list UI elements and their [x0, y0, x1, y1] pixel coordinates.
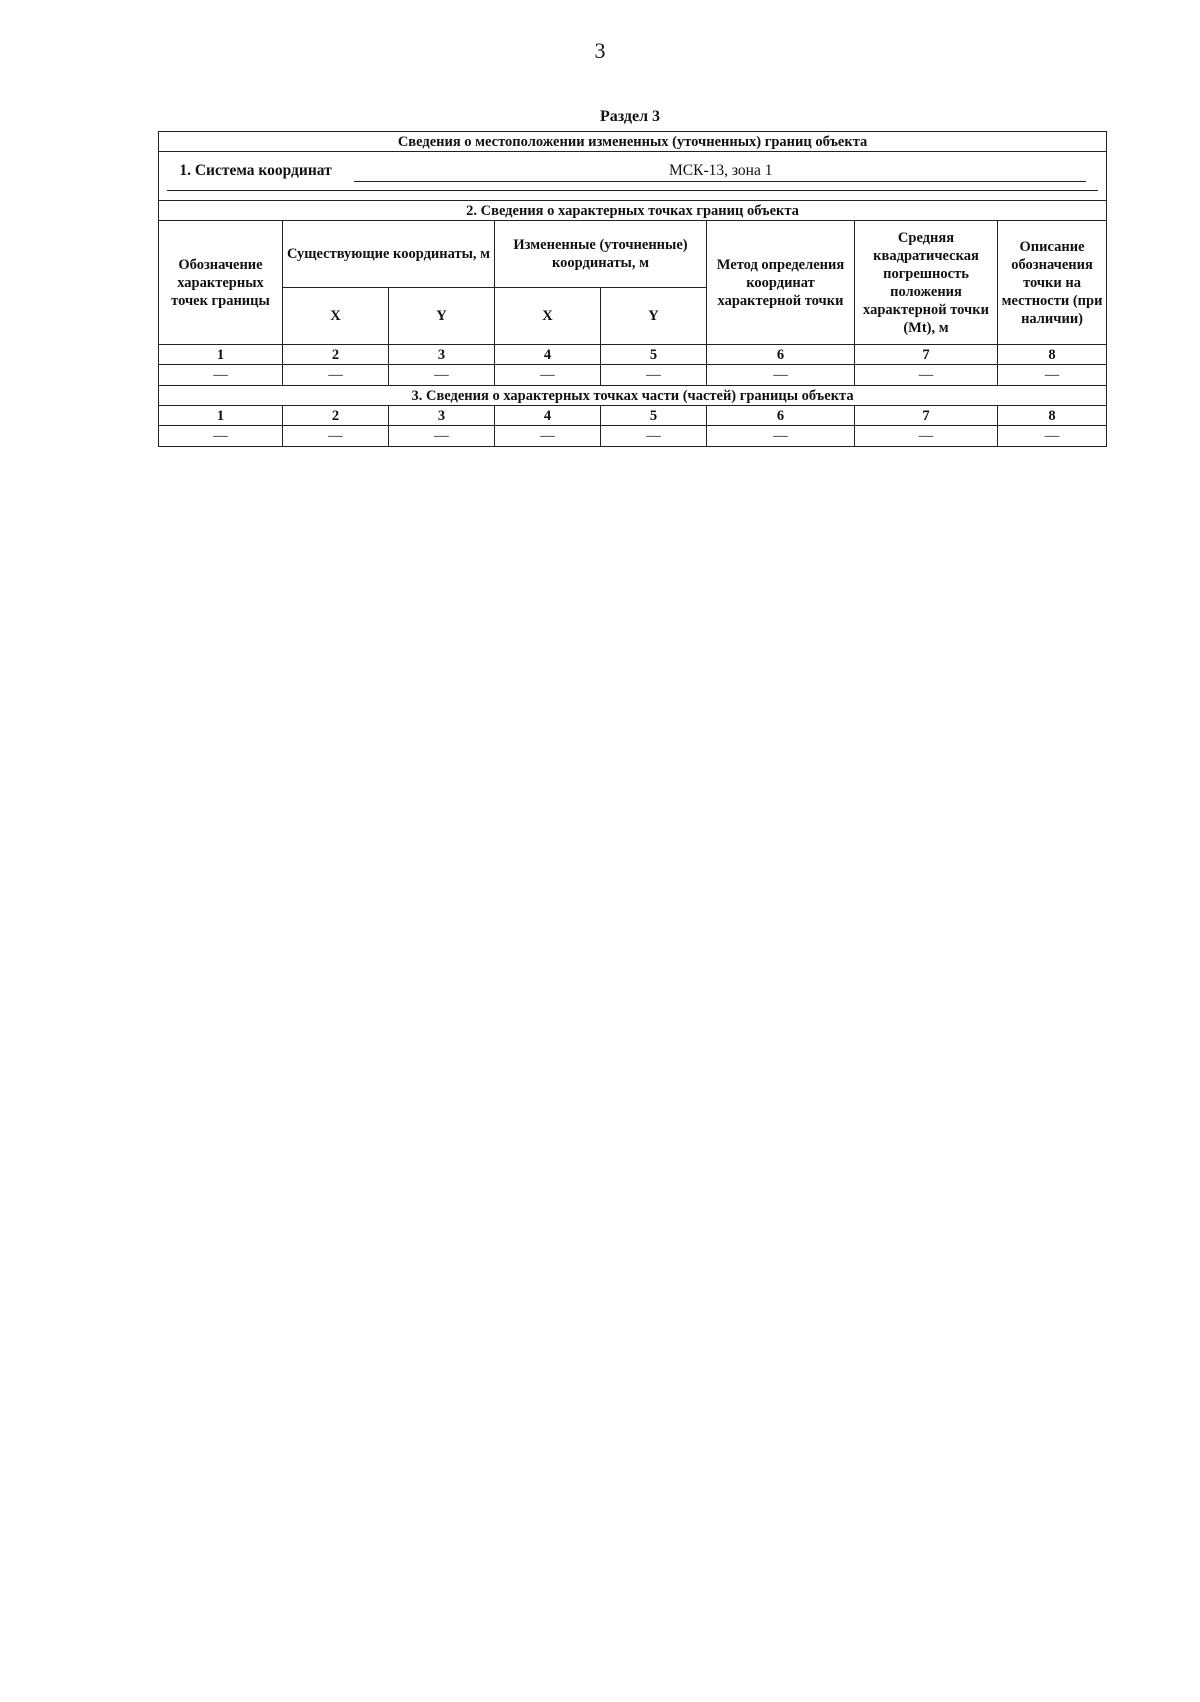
- table-cell: —: [855, 426, 998, 447]
- header-description: Описание обозначения точки на местности (при наличии): [998, 221, 1107, 345]
- parts-column-numbers-row: [159, 406, 1107, 426]
- table-cell: —: [998, 426, 1107, 447]
- table-cell: —: [707, 426, 855, 447]
- table-row: [159, 426, 1107, 447]
- page-number: 3: [594, 38, 606, 63]
- table-cell: —: [495, 426, 601, 447]
- header-designation: Обозначение характерных точек границы: [159, 221, 283, 345]
- header-method: Метод определения координат характерной точки: [707, 221, 855, 345]
- table-cell: —: [389, 426, 495, 447]
- header-existing-y: Y: [389, 288, 495, 345]
- table-cell: —: [495, 365, 601, 386]
- header-changed-y: Y: [601, 288, 707, 345]
- column-number: 2: [283, 406, 389, 426]
- table-cell: —: [283, 365, 389, 386]
- table-cell: —: [159, 365, 283, 386]
- table-cell: —: [389, 365, 495, 386]
- boundary-table: [158, 131, 1107, 447]
- coord-system-underline: [167, 190, 1098, 191]
- table-cell: —: [601, 365, 707, 386]
- points-section-title: 2. Сведения о характерных точках границ объекта: [159, 201, 1107, 221]
- column-number: 6: [707, 406, 855, 426]
- table-cell: —: [159, 426, 283, 447]
- column-number: 3: [389, 345, 495, 365]
- column-number: 8: [998, 345, 1107, 365]
- column-number: 5: [601, 406, 707, 426]
- parts-section-title: 3. Сведения о характерных точках части (частей) границы объекта: [159, 386, 1107, 406]
- column-number: 6: [707, 345, 855, 365]
- table-cell: —: [855, 365, 998, 386]
- column-number: 7: [855, 345, 998, 365]
- header-error: Средняя квадратическая погрешность положения характерной точки (Mt), м: [855, 221, 998, 345]
- table-cell: —: [707, 365, 855, 386]
- coord-system-row: [159, 152, 1107, 201]
- column-number: 7: [855, 406, 998, 426]
- coord-system-value: МСК-13, зона 1: [354, 161, 1086, 182]
- header-changed-coords: Измененные (уточненные) координаты, м: [495, 221, 707, 288]
- column-number: 5: [601, 345, 707, 365]
- header-existing-x: X: [283, 288, 389, 345]
- table-cell: —: [601, 426, 707, 447]
- table-title: Сведения о местоположении измененных (уточненных) границ объекта: [159, 132, 1107, 152]
- column-number: 4: [495, 345, 601, 365]
- column-number: 1: [159, 345, 283, 365]
- coord-system-label: 1. Система координат: [179, 162, 332, 179]
- header-changed-x: X: [495, 288, 601, 345]
- column-number: 8: [998, 406, 1107, 426]
- section-title: Раздел 3: [599, 108, 661, 125]
- column-numbers-row: [159, 345, 1107, 365]
- table-cell: —: [998, 365, 1107, 386]
- column-number: 1: [159, 406, 283, 426]
- column-number: 4: [495, 406, 601, 426]
- table-cell: —: [283, 426, 389, 447]
- header-existing-coords: Существующие координаты, м: [283, 221, 495, 288]
- table-row: [159, 365, 1107, 386]
- column-number: 2: [283, 345, 389, 365]
- column-number: 3: [389, 406, 495, 426]
